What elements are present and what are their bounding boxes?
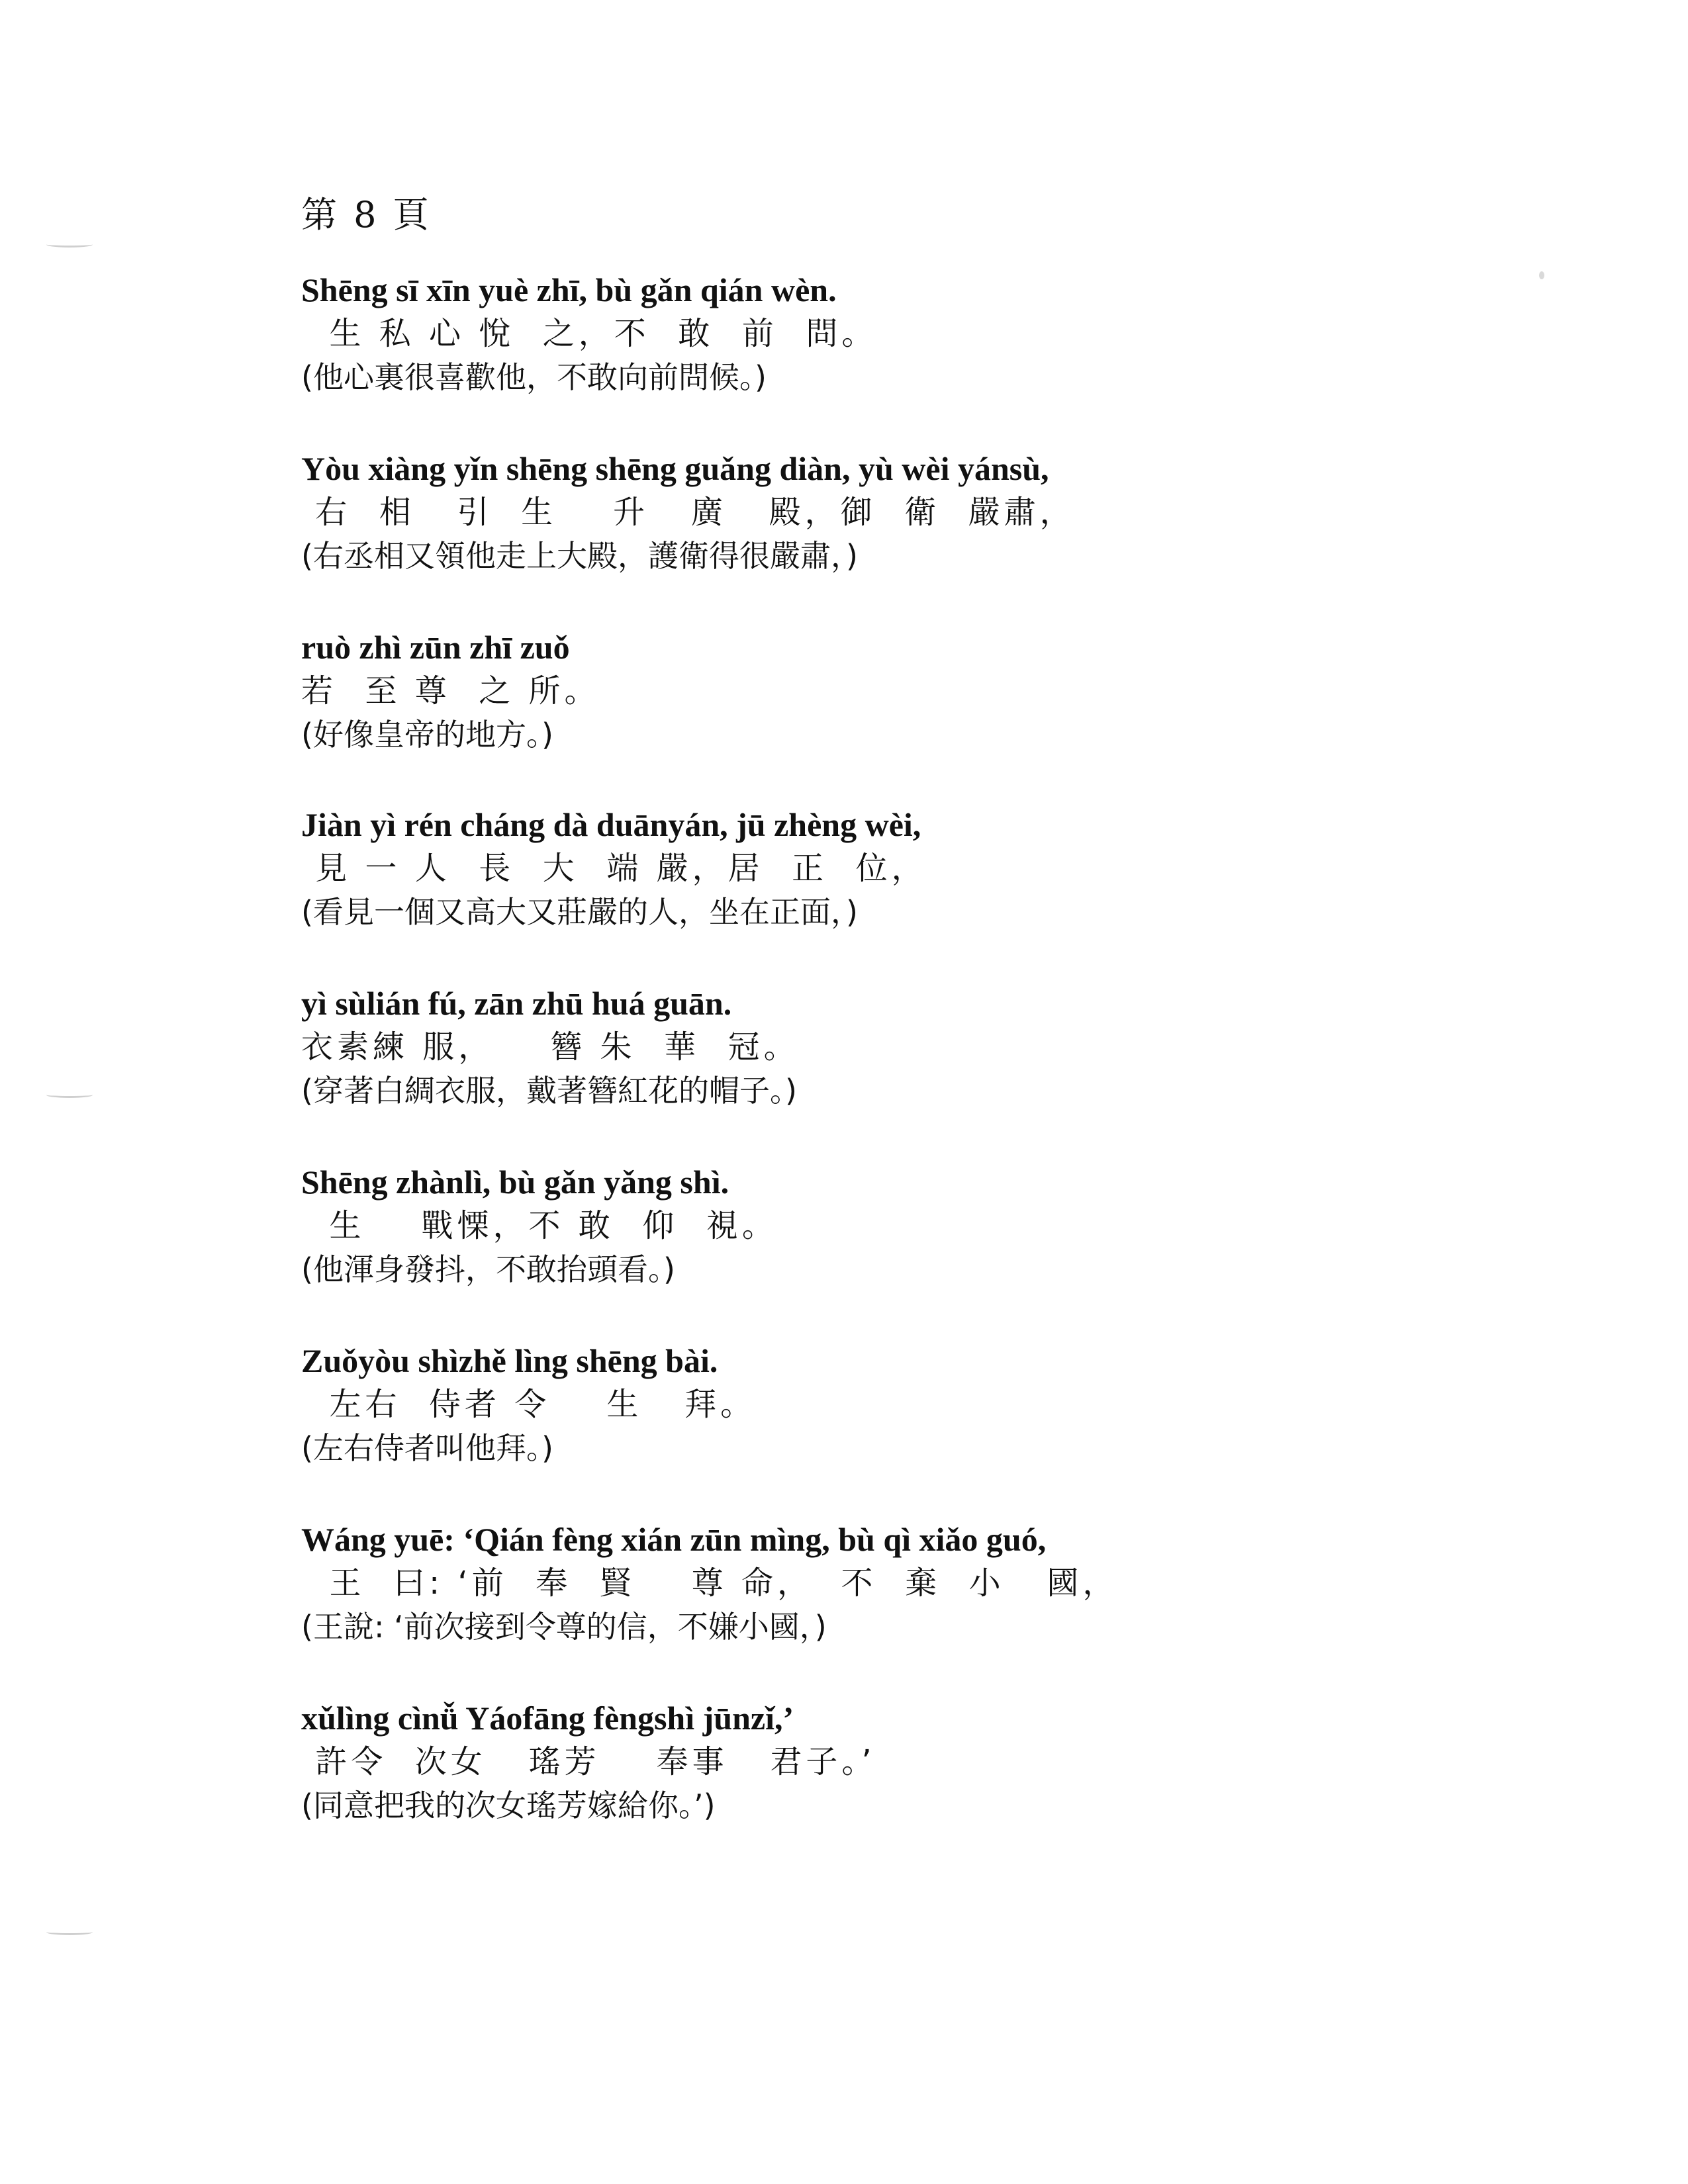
verse-pinyin: xǔlìng cìnǚ Yáofāng fèngshì jūnzǐ,’ bbox=[301, 1700, 794, 1737]
verse-hanzi: 右 相 引 生 升 廣 殿，御 衛 嚴肅， bbox=[301, 494, 1076, 531]
margin-mark-middle bbox=[46, 1092, 93, 1098]
verse-gloss: (好像皇帝的地方。) bbox=[301, 717, 553, 752]
verse-gloss: (穿著白綢衣服，戴著簪紅花的帽子。) bbox=[301, 1073, 797, 1109]
verse-pinyin: yì sùlián fú, zān zhū huá guān. bbox=[301, 985, 732, 1022]
verse-1 bbox=[301, 268, 1493, 399]
verse-gloss: (左右侍者叫他拜。) bbox=[301, 1430, 553, 1466]
verse-gloss: (王說: ‘前次接到令尊的信，不嫌小國，) bbox=[301, 1609, 827, 1645]
verse-pinyin: ruò zhì zūn zhī zuǒ bbox=[301, 629, 570, 666]
verse-pinyin: Zuǒyòu shìzhě lìng shēng bài. bbox=[301, 1342, 718, 1379]
verse-hanzi: 生 戰慄，不 敢 仰 視。 bbox=[301, 1207, 778, 1244]
verse-hanzi: 生 私 心 悅 之，不 敢 前 問。 bbox=[301, 315, 878, 352]
verse-pinyin: Yòu xiàng yǐn shēng shēng guǎng diàn, yù wèi yánsù, bbox=[301, 450, 1049, 487]
verse-gloss: (他渾身發抖，不敢抬頭看。) bbox=[301, 1251, 675, 1287]
verse-gloss: (同意把我的次女瑤芳嫁給你。’) bbox=[301, 1788, 716, 1823]
verse-5 bbox=[301, 981, 1493, 1113]
verse-gloss: (看見一個又高大又莊嚴的人，坐在正面，) bbox=[301, 894, 858, 930]
verse-pinyin: Shēng zhànlì, bù gǎn yǎng shì. bbox=[301, 1163, 729, 1201]
verse-pinyin: Shēng sī xīn yuè zhī, bù gǎn qián wèn. bbox=[301, 271, 837, 308]
verse-7 bbox=[301, 1339, 1493, 1470]
verse-hanzi: 左右 侍者 令 生 拜。 bbox=[301, 1386, 757, 1423]
verse-hanzi: 衣素練 服， 簪 朱 華 冠。 bbox=[301, 1028, 800, 1066]
verse-gloss: (他心裏很喜歡他，不敢向前問候。) bbox=[301, 359, 767, 395]
verse-6 bbox=[301, 1160, 1493, 1291]
verse-pinyin: Jiàn yì rén cháng dà duānyán, jū zhèng wèi, bbox=[301, 806, 921, 843]
margin-mark-top bbox=[46, 242, 93, 248]
verse-4 bbox=[301, 803, 1493, 934]
page-header: 第 8 頁 bbox=[301, 194, 432, 236]
verse-9 bbox=[301, 1696, 1493, 1827]
verse-hanzi: 王 曰: ‘前 奉 賢 尊 命， 不 棄 小 國， bbox=[301, 1565, 1119, 1602]
verse-gloss: (右丞相又領他走上大殿，護衛得很嚴肅，) bbox=[301, 538, 858, 574]
verse-2 bbox=[301, 447, 1493, 578]
verse-8 bbox=[301, 1518, 1493, 1649]
margin-mark-bottom bbox=[46, 1929, 93, 1935]
verse-hanzi: 見 一 人 長 大 端 嚴，居 正 位， bbox=[301, 850, 927, 887]
verse-3 bbox=[301, 625, 1493, 756]
verse-hanzi: 許令 次女 瑤芳 奉事 君子。’ bbox=[301, 1743, 876, 1780]
scan-speck bbox=[1539, 271, 1544, 279]
verse-hanzi: 若 至 尊 之 所。 bbox=[301, 672, 600, 709]
verse-pinyin: Wáng yuē: ‘Qián fèng xián zūn mìng, bù qì xiǎo guó, bbox=[301, 1521, 1047, 1558]
